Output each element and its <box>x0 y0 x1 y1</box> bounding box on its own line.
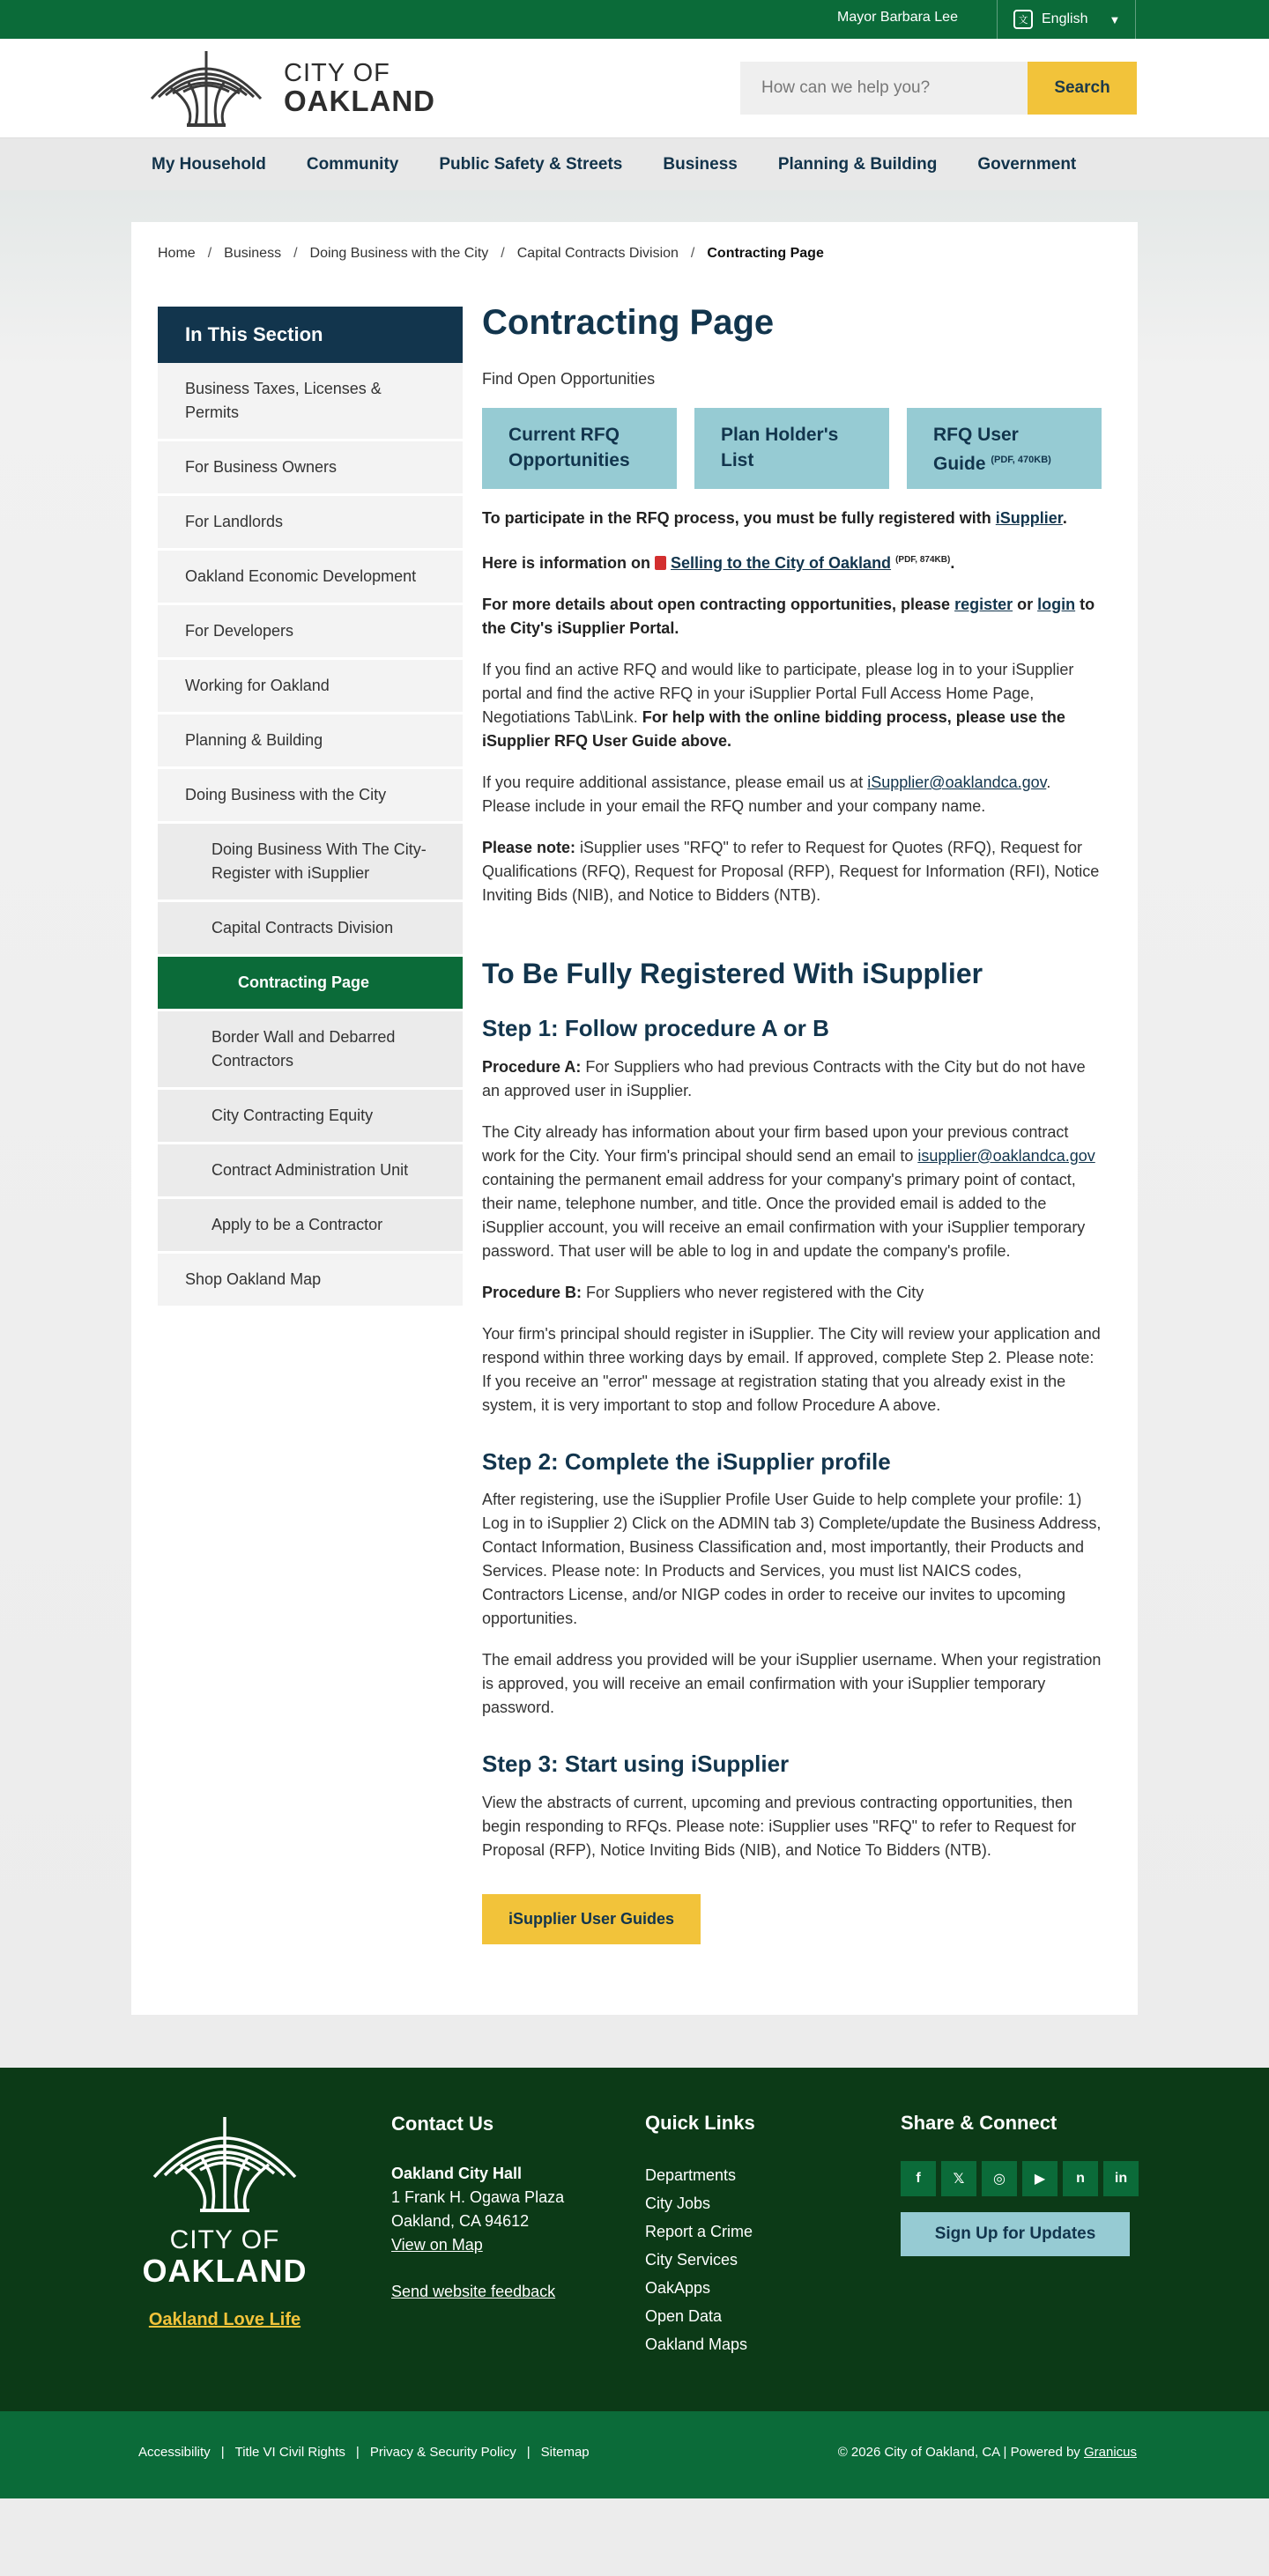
breadcrumb-capital-contracts[interactable]: Capital Contracts Division <box>516 246 679 261</box>
footer-link-oakland-maps[interactable]: Oakland Maps <box>645 2335 748 2353</box>
nav-business[interactable]: Business <box>663 154 738 174</box>
sidebar-item-business-taxes[interactable]: Business Taxes, Licenses & Permits <box>158 363 463 441</box>
procedure-b: Procedure B: For Suppliers who never registered with the City <box>482 1283 924 1301</box>
footer-logo-line-2: OAKLAND <box>142 2252 308 2289</box>
granicus-link[interactable]: Granicus <box>1083 2444 1137 2460</box>
oak-tree-icon <box>147 2112 302 2216</box>
spacer <box>0 2015 1269 2068</box>
privacy-policy-link[interactable]: Privacy & Security Policy <box>369 2444 516 2460</box>
rfq-note-paragraph: Please note: iSupplier uses "RFQ" to refer to Request for Quotes (RFQ), Request for Qualifications (RFQ), Request for Proposal (RFP), Request for Information (RFI), Notice Inviting Bids (NIB), and Notice to Bidders (NTB). <box>482 839 1100 904</box>
isupplier-email-link-2[interactable]: isupplier@oaklandca.gov <box>917 1146 1095 1165</box>
view-on-map-link[interactable]: View on Map <box>391 2235 483 2254</box>
procedure-a-detail: The City already has information about your firm based upon your previous contract work for the City. Your firm's principal should send an email to isupplier@oaklandca.gov containing the permanent email address for your company's primary point of contact, their name, telephone number, and title. Once the provided email is added to the iSupplier account, you will receive an email confirmation with your iSupplier temporary password. That user will be able to log in and update the company's profile. <box>482 1122 1095 1260</box>
sidebar-item-apply-contractor[interactable]: Apply to be a Contractor <box>158 1199 463 1254</box>
footer-link-departments[interactable]: Departments <box>645 2165 737 2184</box>
site-header <box>0 39 1269 137</box>
sign-up-updates-button[interactable]: Sign Up for Updates <box>901 2212 1130 2256</box>
nextdoor-icon[interactable]: n <box>1063 2161 1098 2196</box>
share-column <box>901 2112 1139 2256</box>
breadcrumb-business[interactable]: Business <box>224 246 282 261</box>
sidebar-item-contracting-equity[interactable]: City Contracting Equity <box>158 1090 463 1144</box>
nav-planning-building[interactable]: Planning & Building <box>777 154 938 174</box>
language-label: English <box>1042 11 1088 26</box>
step2-heading: Step 2: Complete the iSupplier profile <box>482 1447 891 1475</box>
sidebar-item-shop-oakland-map[interactable]: Shop Oakland Map <box>158 1254 463 1308</box>
quick-links-column <box>645 2112 755 2358</box>
sidebar-item-planning-building[interactable]: Planning & Building <box>158 714 463 769</box>
nav-government[interactable]: Government <box>977 154 1077 174</box>
page-title: Contracting Page <box>482 303 775 342</box>
isupplier-link[interactable]: iSupplier <box>995 509 1063 527</box>
main-content <box>482 303 1103 1944</box>
rfq-guide-tile[interactable] <box>907 408 1102 489</box>
caret-down-icon: ▼ <box>1109 12 1121 26</box>
city-hall-name: Oakland City Hall <box>391 2164 523 2182</box>
active-rfq-paragraph: If you find an active RFQ and would like to participate, please log in to your iSupplier portal and find the active RFQ in your iSupplier Portal Full Access Home Page, Negotiations Tab\Link. For help with the online bidding process, please use the iSupplier RFQ User Guide above. <box>482 661 1074 750</box>
mayor-link[interactable]: Mayor Barbara Lee <box>837 10 958 25</box>
step3-paragraph: View the abstracts of current, upcoming and previous contracting opportunities, then begin responding to RFQs. Please note: iSupplier uses "RFQ" to refer to Request for Proposal (RFP), Notice Inviting Bids (NIB), and Notice To Bidders (NTB). <box>482 1793 1077 1859</box>
breadcrumb-home[interactable]: Home <box>158 246 196 261</box>
share-heading: Share & Connect <box>901 2111 1058 2134</box>
oakland-love-life-link[interactable]: Oakland Love Life <box>148 2309 301 2329</box>
selling-size: (PDF, 874KB) <box>895 555 951 565</box>
opportunity-tiles <box>482 408 1103 489</box>
isupplier-email-link[interactable]: iSupplier@oaklandca.gov <box>867 774 1047 791</box>
accessibility-link[interactable]: Accessibility <box>138 2444 211 2460</box>
footer-logo <box>134 2112 315 2330</box>
rfq-guide-label: RFQ User Guide <box>933 425 1019 474</box>
nav-my-household[interactable]: My Household <box>152 154 266 174</box>
footer-link-oakapps[interactable]: OakApps <box>645 2278 711 2297</box>
breadcrumb-doing-business[interactable]: Doing Business with the City <box>309 246 489 261</box>
breadcrumb-current: Contracting Page <box>707 246 824 261</box>
procedure-a: Procedure A: For Suppliers who had previous Contracts with the City but do not have an approved user in iSupplier. <box>482 1057 1086 1099</box>
logo-line-2: OAKLAND <box>284 85 435 117</box>
city-logo[interactable] <box>145 48 435 129</box>
find-opportunities-label: Find Open Opportunities <box>482 370 656 388</box>
step2-paragraph-1: After registering, use the iSupplier Profile User Guide to help complete your profile: 1) Log in to iSupplier 2) Click on the ADMIN tab 3) Complete/update the Business Address, Contact Information, Business Classification and, most importantly, their Products and Services. Please note: In Products and Services, you must list NAICS codes, Contractors License, and/or NIGP codes in order to receive our invites to upcoming opportunities. <box>482 1491 1102 1628</box>
footer-link-report-crime[interactable]: Report a Crime <box>645 2222 753 2240</box>
login-link[interactable]: login <box>1037 596 1076 613</box>
contact-heading: Contact Us <box>391 2112 494 2135</box>
content-card <box>131 222 1138 2015</box>
step1-heading: Step 1: Follow procedure A or B <box>482 1015 829 1042</box>
registration-heading: To Be Fully Registered With iSupplier <box>482 958 983 989</box>
sidebar-item-contracting-page[interactable]: Contracting Page <box>158 957 463 1011</box>
participate-paragraph: To participate in the RFQ process, you must be fully registered with iSupplier. <box>482 509 1067 527</box>
step2-paragraph-2: The email address you provided will be your iSupplier username. When your registration is approved, you will receive an email confirmation with your iSupplier temporary password. <box>482 1651 1102 1717</box>
x-twitter-icon[interactable]: 𝕏 <box>941 2161 976 2196</box>
search-input[interactable] <box>740 62 1028 115</box>
section-sidebar <box>158 307 463 1944</box>
plan-holders-label: Plan Holder's List <box>721 425 839 470</box>
sitemap-link[interactable]: Sitemap <box>540 2444 590 2460</box>
current-rfq-label: Current RFQ Opportunities <box>508 425 630 470</box>
main-navigation <box>0 137 1269 190</box>
selling-paragraph: Here is information on Selling to the City of Oakland $^{(PDF, 874KB)}$. <box>482 554 955 572</box>
address-line-2: Oakland, CA 94612 <box>391 2211 530 2230</box>
footer-logo-line-1: CITY OF <box>169 2224 280 2254</box>
top-utility-bar <box>0 0 1269 39</box>
linkedin-icon[interactable]: in <box>1103 2161 1139 2196</box>
register-paragraph: For more details about open contracting opportunities, please register or login to the City's iSupplier Portal. <box>482 596 1095 637</box>
instagram-icon[interactable]: ◎ <box>982 2161 1017 2196</box>
selling-link[interactable]: Selling to the City of Oakland <box>671 554 892 572</box>
search-form <box>740 62 1137 115</box>
nav-public-safety[interactable]: Public Safety & Streets <box>439 154 623 174</box>
sidebar-heading: In This Section <box>158 307 463 363</box>
breadcrumb: Home / Business / Doing Business with the City / Capital Contracts Division / Contracting Page <box>158 246 824 261</box>
address-line-1: 1 Frank H. Ogawa Plaza <box>391 2187 565 2206</box>
facebook-icon[interactable]: f <box>901 2161 936 2196</box>
nav-community[interactable]: Community <box>306 154 399 174</box>
language-selector[interactable] <box>997 0 1136 39</box>
sidebar-item-register-isupplier[interactable]: Doing Business With The City- Register with iSupplier <box>158 824 463 902</box>
register-link[interactable]: register <box>954 596 1013 613</box>
sidebar-item-capital-contracts[interactable]: Capital Contracts Division <box>158 902 463 957</box>
sidebar-item-contract-administration[interactable]: Contract Administration Unit <box>158 1144 463 1199</box>
sidebar-item-economic-development[interactable]: Oakland Economic Development <box>158 551 463 605</box>
social-icons <box>901 2161 1139 2196</box>
sidebar-item-developers[interactable]: For Developers <box>158 605 463 660</box>
footer-link-open-data[interactable]: Open Data <box>645 2306 723 2325</box>
sidebar-item-business-owners[interactable]: For Business Owners <box>158 441 463 496</box>
page-background <box>0 190 1269 2068</box>
youtube-icon[interactable]: ▶ <box>1022 2161 1058 2196</box>
procedure-b-detail: Your firm's principal should register in iSupplier. The City will review your application and respond within three working days by email. If approved, complete Step 2. Please note: If you receive an "error" message at registration stating that you already exist in the system, it is very important to stop and follow Procedure A above. <box>482 1324 1101 1414</box>
title-vi-link[interactable]: Title VI Civil Rights <box>234 2444 345 2460</box>
logo-line-1: CITY OF <box>284 59 390 87</box>
translate-icon: 文 <box>1013 10 1033 29</box>
bottom-bar <box>0 2411 1269 2498</box>
sidebar-item-doing-business[interactable]: Doing Business with the City <box>158 769 463 824</box>
send-feedback-link[interactable]: Send website feedback <box>391 2282 556 2300</box>
oak-tree-icon <box>145 48 268 129</box>
plan-holders-tile[interactable] <box>694 408 889 489</box>
site-footer <box>0 2068 1269 2411</box>
rfq-guide-size: (PDF, 470KB) <box>991 455 1051 465</box>
copyright: © 2026 City of Oakland, CA | Powered by Granicus <box>837 2444 1137 2460</box>
search-button[interactable]: Search <box>1028 62 1137 115</box>
legal-links: Accessibility | Title VI Civil Rights | Privacy & Security Policy | Sitemap <box>138 2444 590 2460</box>
sidebar-item-border-wall[interactable]: Border Wall and Debarred Contractors <box>158 1011 463 1090</box>
current-rfq-tile[interactable] <box>482 408 677 489</box>
sidebar-item-working-for-oakland[interactable]: Working for Oakland <box>158 660 463 714</box>
footer-link-city-jobs[interactable]: City Jobs <box>645 2194 711 2212</box>
pdf-icon <box>655 556 666 570</box>
step3-heading: Step 3: Start using iSupplier <box>482 1751 790 1778</box>
footer-link-city-services[interactable]: City Services <box>645 2250 738 2269</box>
isupplier-user-guides-button[interactable]: iSupplier User Guides <box>482 1894 701 1944</box>
quick-links-heading: Quick Links <box>645 2111 755 2134</box>
assistance-paragraph: If you require additional assistance, please email us at iSupplier@oaklandca.gov. Please include in your email the RFQ number and your company name. <box>482 774 1051 815</box>
sidebar-item-landlords[interactable]: For Landlords <box>158 496 463 551</box>
contact-column <box>391 2112 564 2304</box>
